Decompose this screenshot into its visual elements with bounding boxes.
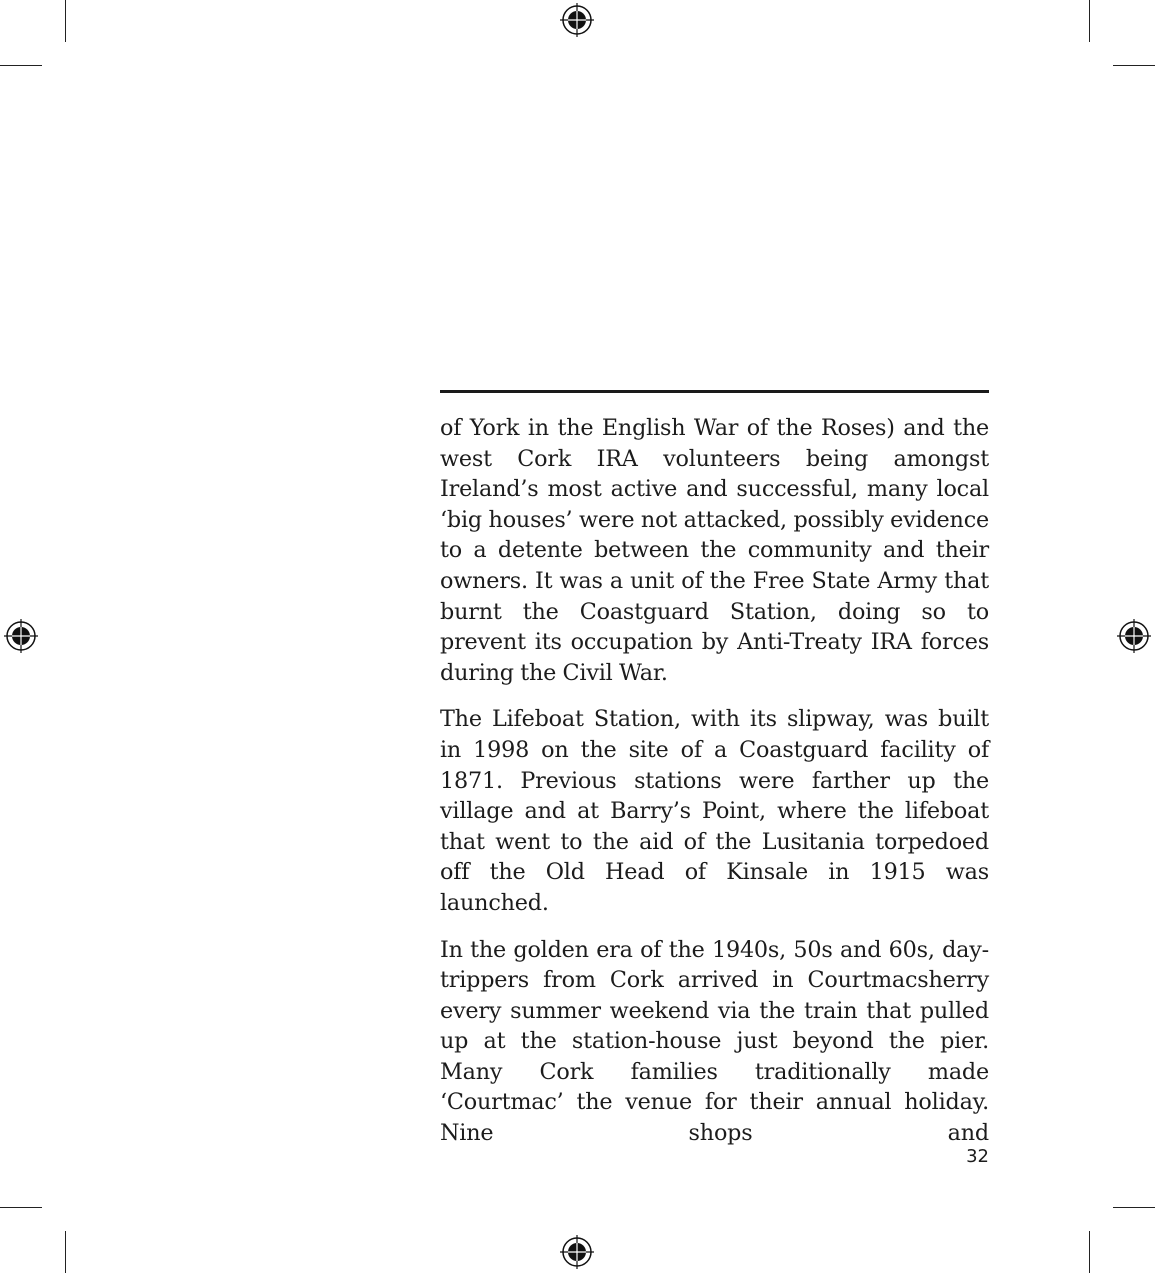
crop-mark-bottom-right-horizontal	[1113, 1207, 1155, 1208]
paragraph-3: In the golden era of the 1940s, 50s and 60s, day-trippers from Cork arrived in Courtmacsherry every summer weekend via the train that pulled up at the station-house just beyond the pier. Many Cork families traditionally made ‘Courtmac’ the venue for their annual holiday. Nine shops and	[440, 936, 989, 1147]
page-number: 32	[966, 1146, 989, 1167]
crop-mark-top-left-horizontal	[0, 65, 42, 66]
crop-mark-top-right-vertical	[1089, 0, 1090, 42]
paragraph-1: of York in the English War of the Roses) and the west Cork IRA volunteers being amongst Ireland’s most active and successful, many local ‘big houses’ were not attacked, possibly evidence to a detente between the community and their owners. It was a unit of the Free State Army that burnt the Coastguard Station, doing so to prevent its occupation by Anti-Treaty IRA forces during the Civil War.	[440, 415, 989, 686]
paragraph-2: The Lifeboat Station, with its slipway, was built in 1998 on the site of a Coastguard facility of 1871. Previous stations were farther up the village and at Barry’s Point, where the lifeboat that went to the aid of the Lusitania torpedoed off the Old Head of Kinsale in 1915 was launched.	[440, 706, 989, 916]
crop-mark-top-right-horizontal	[1113, 65, 1155, 66]
body-text	[440, 413, 989, 1165]
registration-target-icon	[560, 3, 594, 37]
header-rule	[440, 390, 989, 393]
crop-mark-top-left-vertical	[65, 0, 66, 42]
registration-target-icon	[1117, 619, 1151, 653]
crop-mark-bottom-right-vertical	[1089, 1231, 1090, 1273]
crop-mark-bottom-left-horizontal	[0, 1207, 42, 1208]
crop-mark-bottom-left-vertical	[65, 1231, 66, 1273]
registration-target-icon	[4, 619, 38, 653]
registration-target-icon	[560, 1235, 594, 1269]
